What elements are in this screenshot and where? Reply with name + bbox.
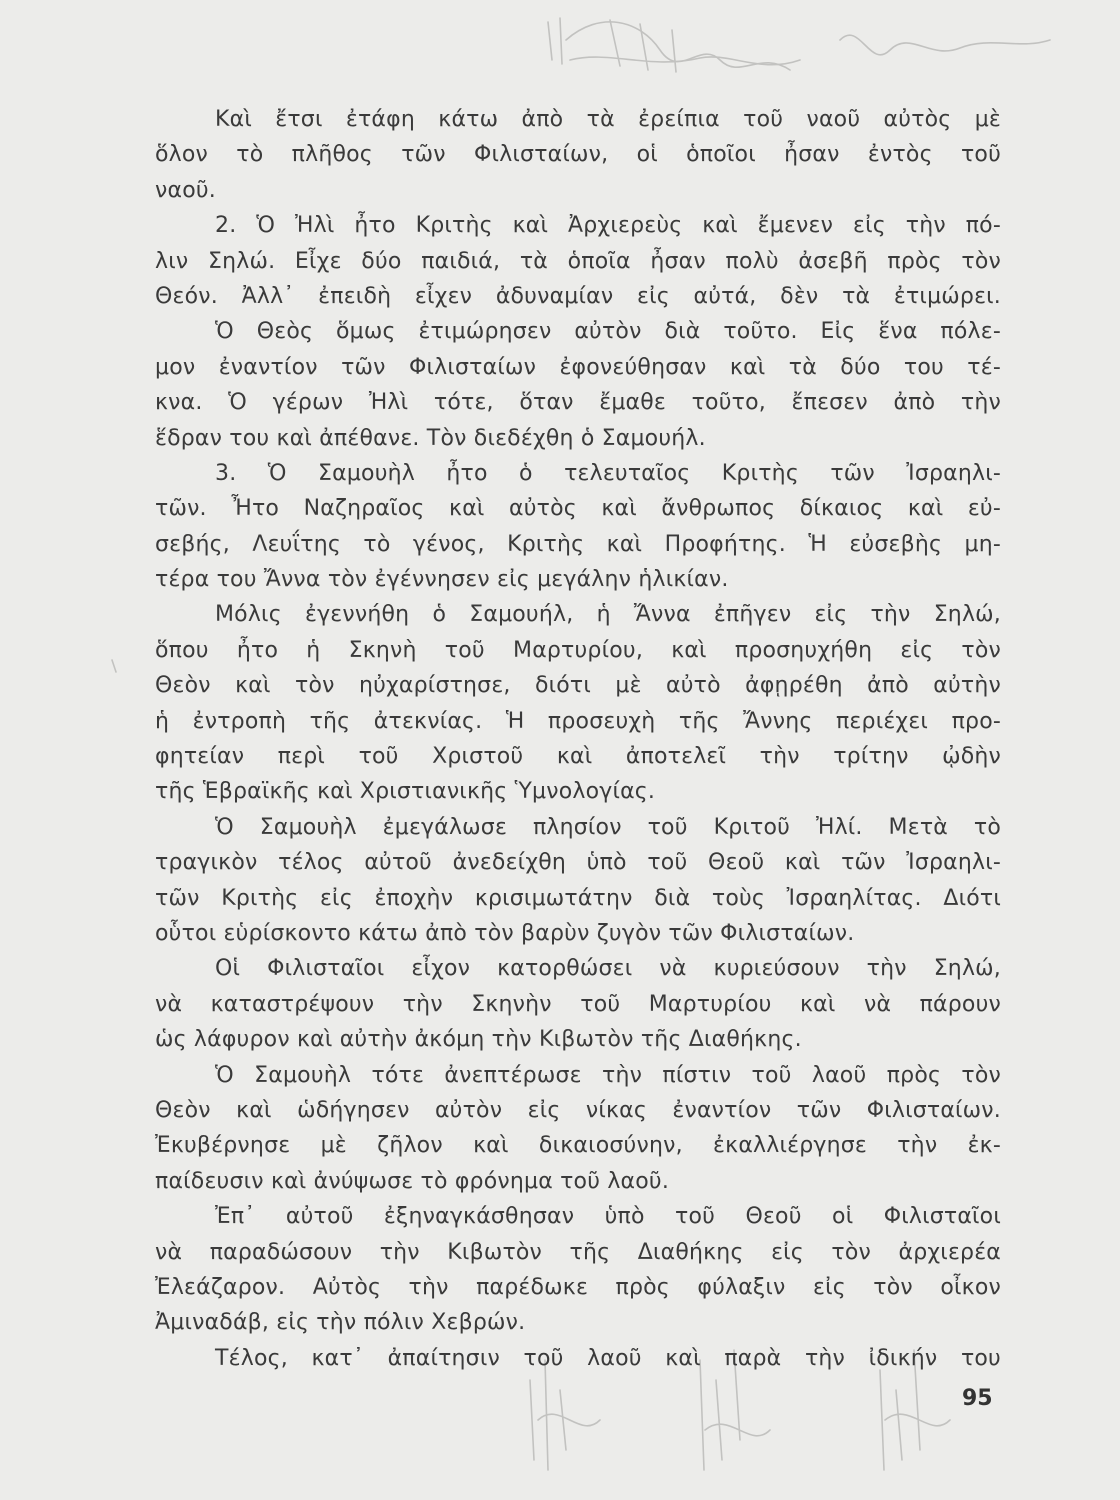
text-line: ὅπου ἦτο ἡ Σκηνὴ τοῦ Μαρτυρίου, καὶ προσηυχήθη εἰς τὸν bbox=[155, 637, 1001, 663]
text-line: Θεὸν καὶ ὡδήγησεν αὐτὸν εἰς νίκας ἐναντίον τῶν Φιλισταίων. bbox=[155, 1097, 1001, 1123]
text-line: μον ἐναντίον τῶν Φιλισταίων ἐφονεύθησαν καὶ τὰ δύο του τέ- bbox=[155, 354, 1001, 380]
text-line: Οἱ Φιλισταῖοι εἶχον κατορθώσει νὰ κυριεύσουν τὴν Σηλώ, bbox=[215, 956, 1001, 982]
text-line: Καὶ ἔτσι ἐτάφη κάτω ἀπὸ τὰ ἐρείπια τοῦ ναοῦ αὐτὸς μὲ bbox=[215, 107, 1001, 132]
text-line: ἕδραν του καὶ ἀπέθανε. Τὸν διεδέχθη ὁ Σαμουήλ. bbox=[155, 425, 706, 451]
text-line: Ἐλεάζαρον. Αὐτὸς τὴν παρέδωκε πρὸς φύλαξιν εἰς τὸν οἶκον bbox=[155, 1274, 1001, 1300]
text-line: Μόλις ἐγεννήθη ὁ Σαμουήλ, ἡ Ἄννα ἐπῆγεν εἰς τὴν Σηλώ, bbox=[215, 602, 1001, 628]
text-line: Θεὸν καὶ τὸν ηὐχαρίστησε, διότι μὲ αὐτὸ ἀφῃρέθη ἀπὸ αὐτὴν bbox=[155, 673, 1001, 699]
text-line: λιν Σηλώ. Εἶχε δύο παιδιά, τὰ ὁποῖα ἦσαν πολὺ ἀσεβῆ πρὸς τὸν bbox=[155, 248, 1001, 274]
page-number: 95 bbox=[962, 1386, 993, 1411]
text-line: τῆς Ἑβραϊκῆς καὶ Χριστιανικῆς Ὑμνολογίας. bbox=[155, 779, 656, 805]
text-line: σεβής, Λευΐτης τὸ γένος, Κριτὴς καὶ Προφήτης. Ἡ εὐσεβὴς μη- bbox=[155, 531, 1001, 557]
text-line: ὡς λάφυρον καὶ αὐτὴν ἀκόμη τὴν Κιβωτὸν τῆς Διαθήκης. bbox=[155, 1027, 802, 1053]
text-line: τῶν Κριτὴς εἰς ἐποχὴν κρισιμωτάτην διὰ τοὺς Ἰσραηλίτας. Διότι bbox=[155, 885, 1001, 911]
text-line: τραγικὸν τέλος αὐτοῦ ἀνεδείχθη ὑπὸ τοῦ Θεοῦ καὶ τῶν Ἰσραηλι- bbox=[155, 850, 1001, 876]
text-line: ὅλον τὸ πλῆθος τῶν Φιλισταίων, οἱ ὁποῖοι ἦσαν ἐντὸς τοῦ bbox=[155, 142, 1001, 168]
page-body-text bbox=[155, 102, 1001, 1376]
text-line: ναοῦ. bbox=[155, 177, 216, 203]
text-line: τέρα του Ἄννα τὸν ἐγέννησεν εἰς μεγάλην ἡλικίαν. bbox=[155, 567, 729, 593]
text-line: τῶν. Ἦτο Ναζηραῖος καὶ αὐτὸς καὶ ἄνθρωπος δίκαιος καὶ εὐ- bbox=[155, 496, 1001, 522]
text-line: νὰ καταστρέψουν τὴν Σκηνὴν τοῦ Μαρτυρίου καὶ νὰ πάρουν bbox=[155, 991, 1001, 1017]
text-line: κνα. Ὁ γέρων Ἠλὶ τότε, ὅταν ἔμαθε τοῦτο, ἔπεσεν ἀπὸ τὴν bbox=[155, 390, 1001, 416]
text-line: οὗτοι εὑρίσκοντο κάτω ἀπὸ τὸν βαρὺν ζυγὸν τῶν Φιλισταίων. bbox=[155, 920, 855, 946]
text-line: παίδευσιν καὶ ἀνύψωσε τὸ φρόνημα τοῦ λαοῦ. bbox=[155, 1168, 670, 1194]
text-line: Ὁ Σαμουὴλ ἐμεγάλωσε πλησίον τοῦ Κριτοῦ Ἠλί. Μετὰ τὸ bbox=[215, 814, 1001, 840]
text-line: Ὁ Σαμουὴλ τότε ἀνεπτέρωσε τὴν πίστιν τοῦ λαοῦ πρὸς τὸν bbox=[215, 1062, 1001, 1088]
text-line: 2. Ὁ Ἠλὶ ἦτο Κριτὴς καὶ Ἀρχιερεὺς καὶ ἔμενεν εἰς τὴν πό- bbox=[215, 213, 1001, 239]
text-line: Θεόν. Ἀλλ᾽ ἐπειδὴ εἶχεν ἀδυναμίαν εἰς αὐτά, δὲν τὰ ἐτιμώρει. bbox=[155, 283, 1001, 309]
text-line: 3. Ὁ Σαμουὴλ ἦτο ὁ τελευταῖος Κριτὴς τῶν Ἰσραηλι- bbox=[215, 460, 1001, 486]
text-line: Τέλος, κατ᾽ ἀπαίτησιν τοῦ λαοῦ καὶ παρὰ τὴν ἰδικήν του bbox=[215, 1345, 1001, 1371]
text-line: Ἀμιναδάβ, εἰς τὴν πόλιν Χεβρών. bbox=[155, 1310, 526, 1336]
text-line: Ἐκυβέρνησε μὲ ζῆλον καὶ δικαιοσύνην, ἐκαλλιέργησε τὴν ἐκ- bbox=[155, 1133, 1001, 1159]
text-line: Ὁ Θεὸς ὅμως ἐτιμώρησεν αὐτὸν διὰ τοῦτο. Εἰς ἕνα πόλε- bbox=[215, 319, 1001, 345]
text-line: ἡ ἐντροπὴ τῆς ἀτεκνίας. Ἡ προσευχὴ τῆς Ἄννης περιέχει προ- bbox=[155, 708, 1001, 734]
text-line: φητείαν περὶ τοῦ Χριστοῦ καὶ ἀποτελεῖ τὴν τρίτην ᾠδὴν bbox=[155, 744, 1001, 770]
text-line: Ἐπ᾽ αὐτοῦ ἐξηναγκάσθησαν ὑπὸ τοῦ Θεοῦ οἱ Φιλισταῖοι bbox=[215, 1204, 1001, 1230]
text-line: νὰ παραδώσουν τὴν Κιβωτὸν τῆς Διαθήκης εἰς τὸν ἀρχιερέα bbox=[155, 1239, 1001, 1265]
